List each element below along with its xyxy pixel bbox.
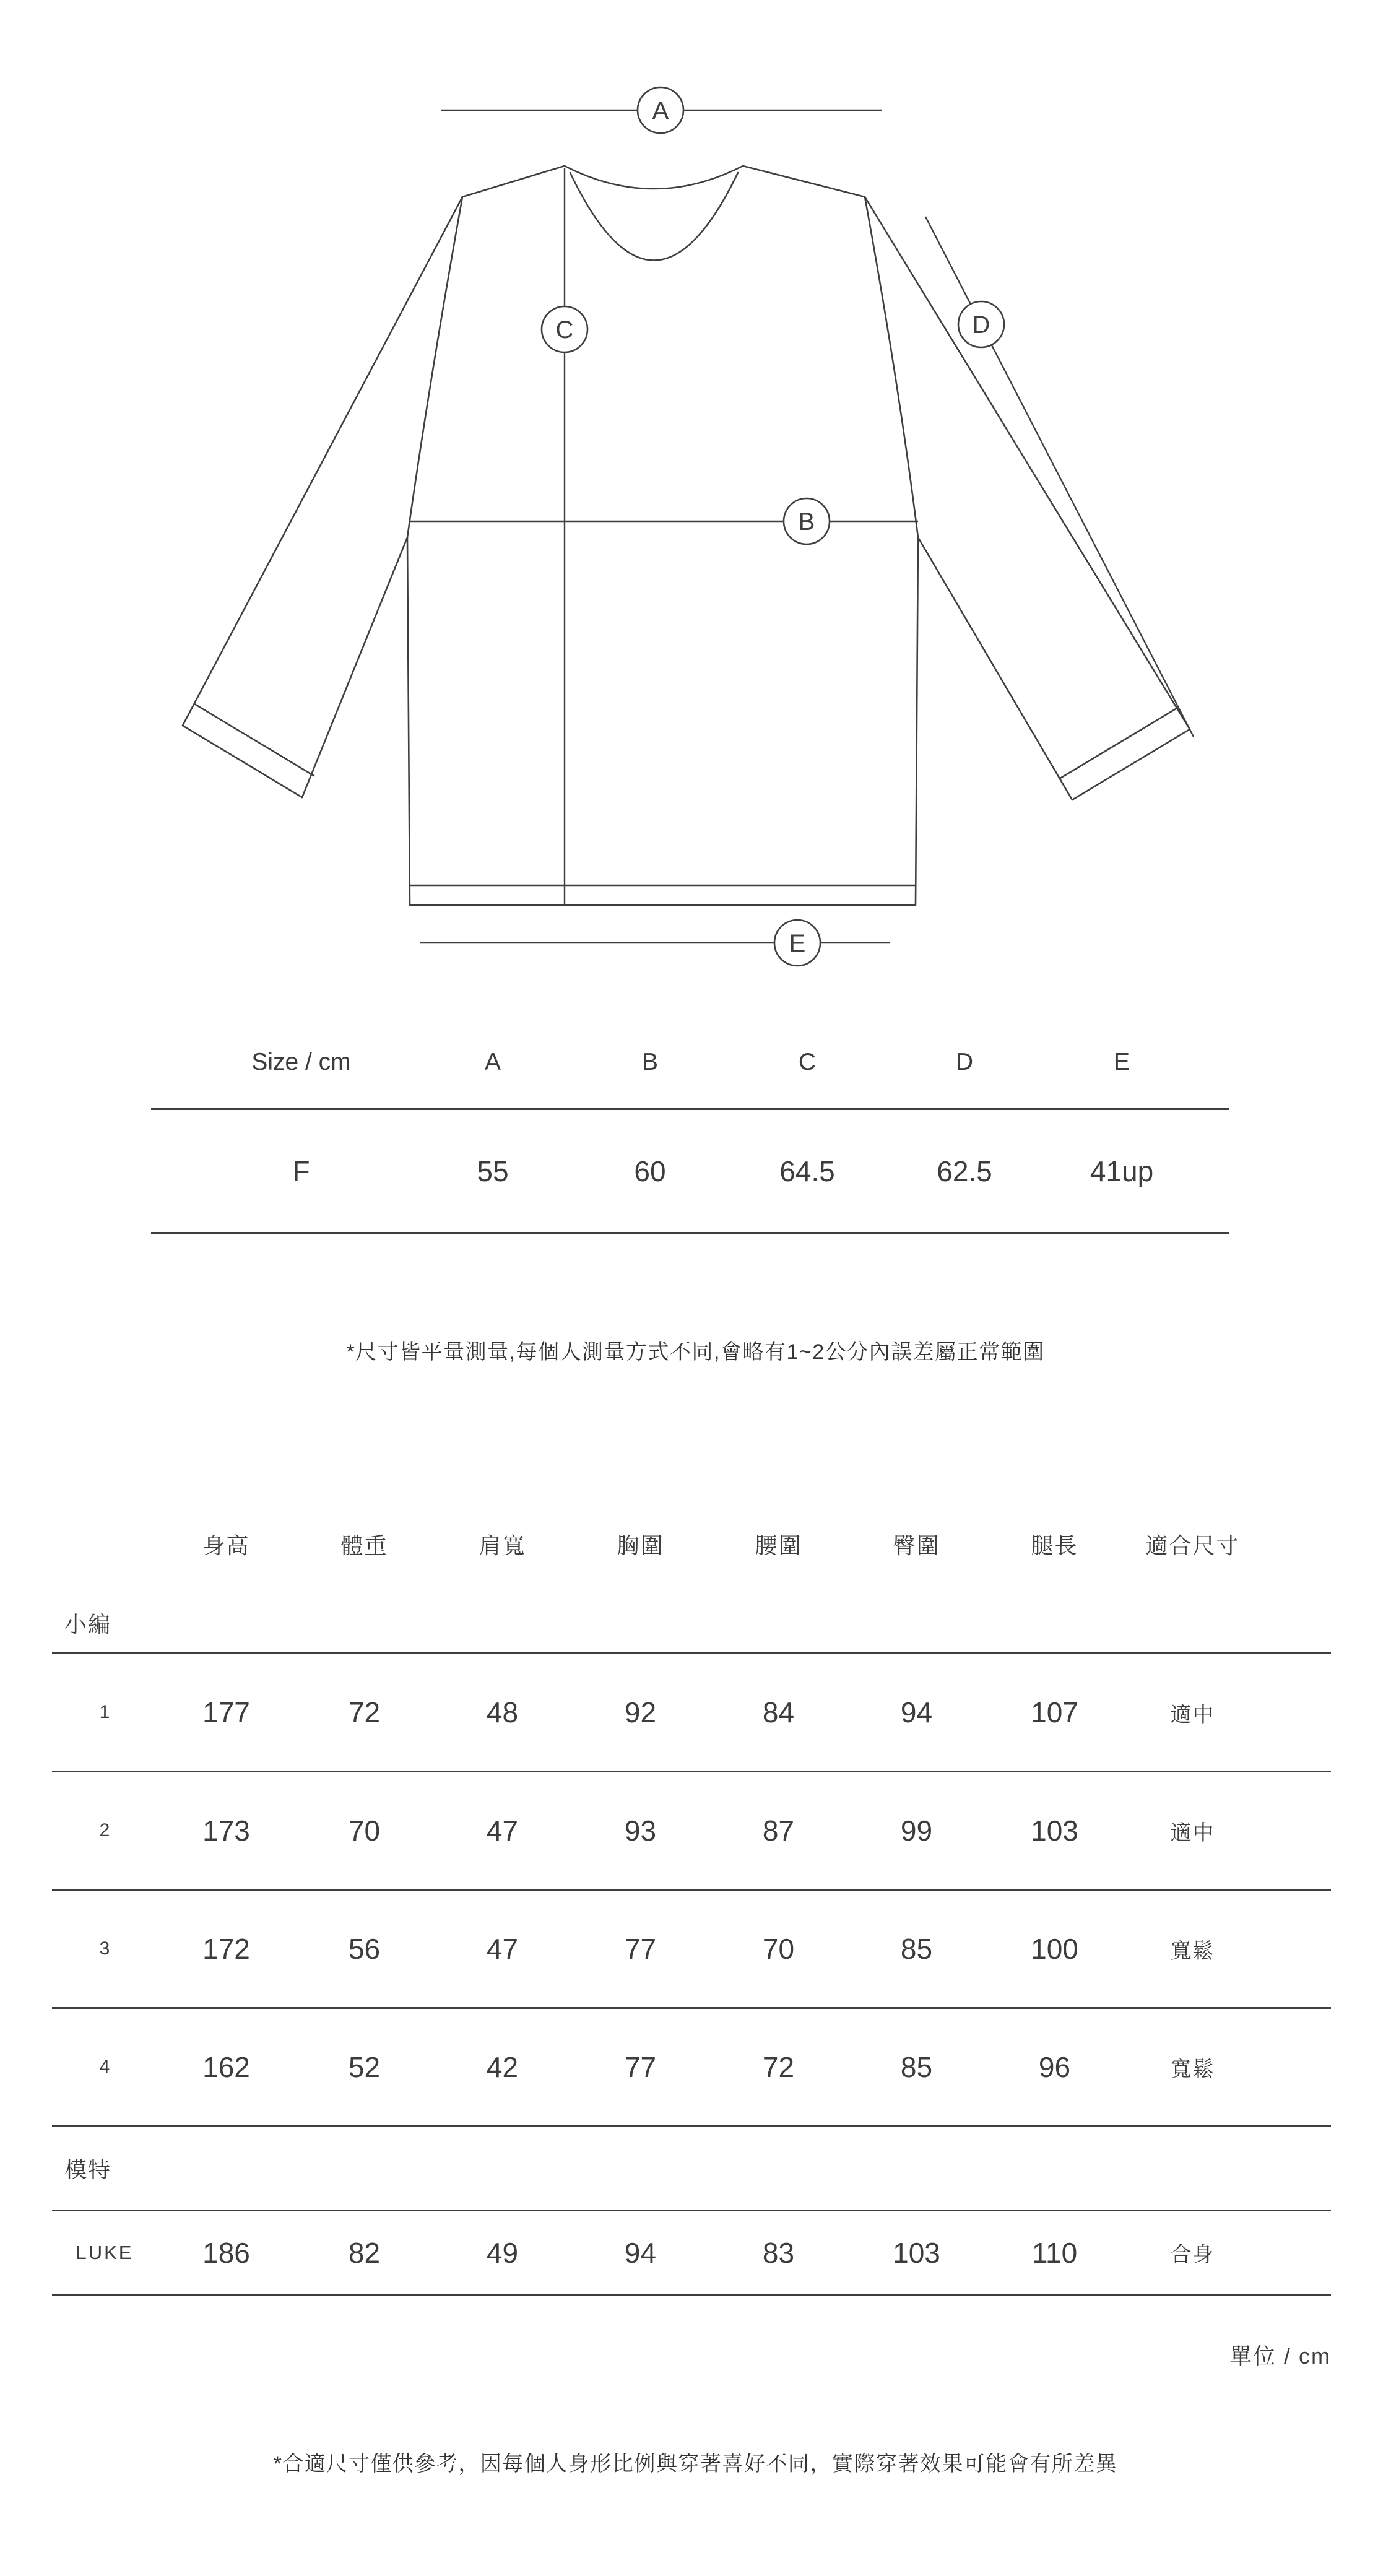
fit-table-header-cell: 腿長 — [1031, 1532, 1078, 1558]
fit-table-cell: 177 — [202, 1696, 250, 1728]
group-label-model: 模特 — [52, 2127, 1331, 2211]
fit-table-cell: 72 — [762, 2051, 795, 2083]
fit-table-cell: 85 — [900, 2051, 933, 2083]
fit-table-cell: 110 — [1031, 2236, 1078, 2269]
fit-table-cell: 72 — [348, 1696, 381, 1728]
row-id: LUKE — [76, 2241, 134, 2263]
fit-table-cell: 107 — [1031, 1696, 1078, 1728]
size-table-header-cell: C — [798, 1049, 817, 1075]
row-id: 2 — [99, 1820, 110, 1841]
fit-table-cell: 96 — [1038, 2051, 1071, 2083]
fit-table-row — [52, 1891, 1331, 2009]
fit-note: *合適尺寸僅供參考，因每個人身形比例與穿著喜好不同，實際穿著效果可能會有所差異 — [273, 2452, 1118, 2476]
row-id: 1 — [99, 1702, 110, 1722]
fit-table-cell: 99 — [900, 1815, 933, 1847]
measure-label-d: D — [972, 311, 990, 339]
fit-table-header-cell: 適合尺寸 — [1145, 1532, 1240, 1558]
fit-rating: 適中 — [1170, 1821, 1215, 1845]
row-id: 3 — [99, 1938, 110, 1959]
fit-table-row — [52, 1772, 1331, 1891]
measure-line-d — [925, 217, 1194, 737]
fit-table-cell: 77 — [624, 1933, 657, 1965]
fit-table-cell: 186 — [202, 2236, 250, 2269]
fit-table-head — [52, 1495, 1331, 1654]
size-table-header-cell: D — [955, 1049, 974, 1075]
fit-table-cell: 172 — [202, 1933, 250, 1965]
fit-table-cell: 48 — [486, 1696, 519, 1728]
fit-table-cell: 83 — [762, 2236, 795, 2269]
size-table-header-row — [151, 1017, 1229, 1110]
measure-note: *尺寸皆平量測量,每個人測量方式不同,會略有1~2公分內誤差屬正常範圍 — [346, 1340, 1045, 1364]
size-table — [151, 1017, 1229, 1234]
fit-table-header-cell: 身高 — [202, 1532, 250, 1558]
fit-table-cell: 49 — [486, 2236, 519, 2269]
size-table-cell: 64.5 — [779, 1155, 835, 1187]
fit-table-header-row — [52, 1495, 1331, 1593]
fit-table-header-cell: 體重 — [340, 1532, 388, 1558]
fit-rating: 合身 — [1170, 2243, 1215, 2266]
fit-table-cell: 173 — [202, 1815, 250, 1847]
fit-table-cell: 70 — [762, 1933, 795, 1965]
fit-table-cell: 52 — [348, 2051, 381, 2083]
fit-table-cell: 85 — [900, 1933, 933, 1965]
fit-rating: 寬鬆 — [1170, 2057, 1215, 2081]
fit-table-cell: 92 — [624, 1696, 657, 1728]
measure-label-a: A — [652, 97, 669, 124]
fit-table-cell: 93 — [624, 1815, 657, 1847]
size-table-cell: 41up — [1090, 1155, 1154, 1187]
fit-table-row — [52, 1654, 1331, 1772]
measure-label-e: E — [789, 930, 806, 957]
fit-table — [52, 1495, 1331, 2296]
fit-table-cell: 47 — [486, 1933, 519, 1965]
unit-label: 單位 / cm — [1229, 2343, 1331, 2369]
fit-table-cell: 94 — [900, 1696, 933, 1728]
fit-table-cell: 94 — [624, 2236, 657, 2269]
measure-label-b: B — [798, 508, 815, 536]
size-table-header-cell: Size / cm — [251, 1049, 351, 1075]
size-table-cell: 55 — [477, 1155, 509, 1187]
size-table-header-cell: E — [1113, 1049, 1130, 1075]
shirt-outline — [183, 166, 1190, 905]
fit-table-cell: 77 — [624, 2051, 657, 2083]
fit-table-header-cell: 胸圍 — [617, 1532, 664, 1558]
size-table-header-cell: A — [484, 1049, 501, 1075]
group-label-editors: 小編 — [64, 1611, 112, 1637]
fit-table-cell: 47 — [486, 1815, 519, 1847]
size-table-cell: F — [292, 1155, 310, 1187]
size-table-row — [151, 1110, 1229, 1234]
fit-table-cell: 56 — [348, 1933, 381, 1965]
size-table-cell: 60 — [634, 1155, 666, 1187]
fit-table-header-cell: 腰圍 — [755, 1532, 802, 1558]
fit-table-row-model — [52, 2211, 1331, 2296]
fit-table-row — [52, 2009, 1331, 2127]
size-table-header-cell: B — [641, 1049, 658, 1075]
fit-table-cell: 42 — [486, 2051, 519, 2083]
fit-table-cell: 82 — [348, 2236, 381, 2269]
fit-table-cell: 103 — [893, 2236, 940, 2269]
fit-table-cell: 84 — [762, 1696, 795, 1728]
shirt-measurement-diagram — [0, 0, 1391, 1003]
fit-table-cell: 162 — [202, 2051, 250, 2083]
fit-table-cell: 87 — [762, 1815, 795, 1847]
fit-table-header-cell: 肩寬 — [479, 1532, 526, 1558]
size-table-cell: 62.5 — [937, 1155, 992, 1187]
fit-table-cell: 100 — [1031, 1933, 1078, 1965]
fit-table-cell: 70 — [348, 1815, 381, 1847]
row-id: 4 — [99, 2057, 110, 2077]
measurement-label-circles — [542, 87, 1004, 966]
fit-table-cell: 103 — [1031, 1815, 1078, 1847]
fit-rating: 寬鬆 — [1170, 1939, 1215, 1963]
measure-label-c: C — [555, 316, 574, 344]
fit-table-header-cell: 臀圍 — [893, 1532, 940, 1558]
fit-rating: 適中 — [1170, 1702, 1215, 1727]
